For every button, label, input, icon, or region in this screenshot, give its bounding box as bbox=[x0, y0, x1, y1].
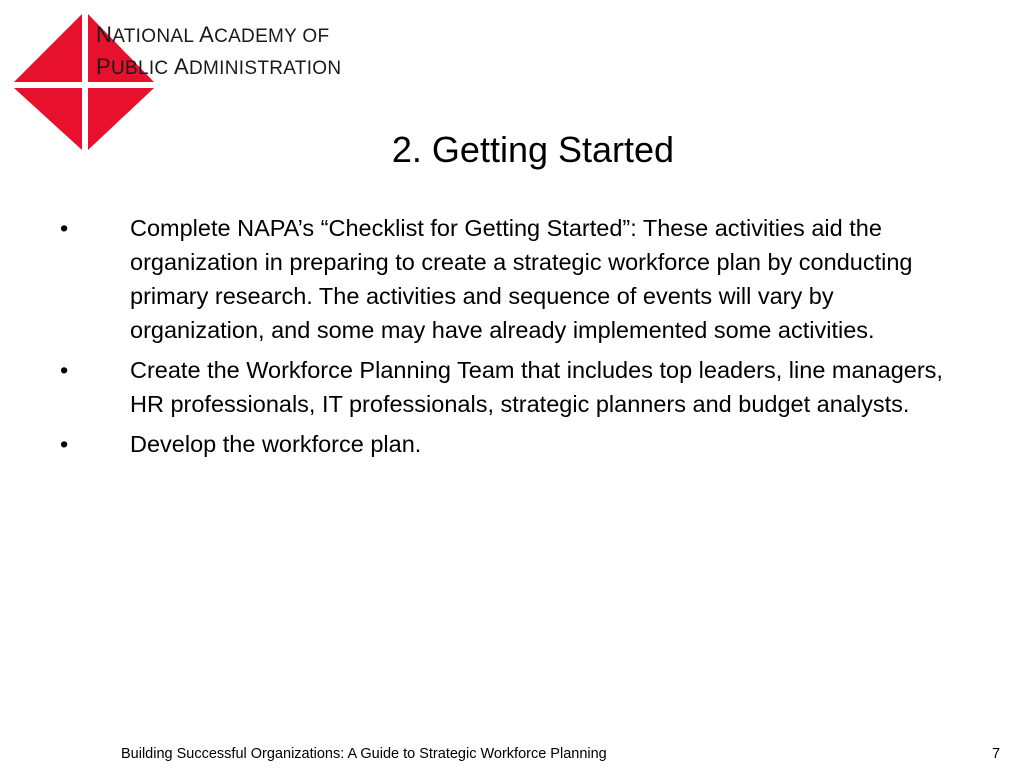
logo-letter: UBLIC bbox=[110, 58, 175, 79]
logo-letter: ATIONAL bbox=[112, 26, 200, 47]
logo-letter: P bbox=[96, 54, 111, 79]
logo-letter: A bbox=[174, 54, 190, 79]
bullet-text: Complete NAPA’s “Checklist for Getting Started”: These activities aid the organization in preparing to create a strategic workforce plan by conducting primary research. The activities and sequence of events will vary by organization, and some may have already implemented some activities. bbox=[130, 215, 913, 343]
bullet-item bbox=[60, 211, 970, 347]
logo-letter: N bbox=[96, 22, 113, 47]
slide-title: 2. Getting Started bbox=[391, 129, 675, 170]
logo-letter: CADEMY OF bbox=[214, 26, 330, 47]
bullet-icon: • bbox=[60, 357, 69, 383]
logo-letter: A bbox=[199, 22, 215, 47]
bullet-icon: • bbox=[60, 431, 69, 457]
footer-title: Building Successful Organizations: A Guide to Strategic Workforce Planning bbox=[121, 746, 607, 762]
organization-name bbox=[96, 20, 341, 84]
bullet-list bbox=[60, 211, 970, 467]
organization-name-line-2 bbox=[96, 52, 341, 84]
page-number: 7 bbox=[992, 746, 1001, 762]
bullet-item bbox=[60, 353, 970, 421]
organization-name-line-1 bbox=[96, 20, 341, 52]
bullet-text: Develop the workforce plan. bbox=[130, 431, 422, 457]
bullet-text: Create the Workforce Planning Team that includes top leaders, line managers, HR professionals, IT professionals, strategic planners and budget analysts. bbox=[130, 357, 943, 417]
bullet-icon: • bbox=[60, 215, 69, 241]
logo-letter: DMINISTRATION bbox=[189, 58, 342, 79]
bullet-item bbox=[60, 427, 970, 461]
